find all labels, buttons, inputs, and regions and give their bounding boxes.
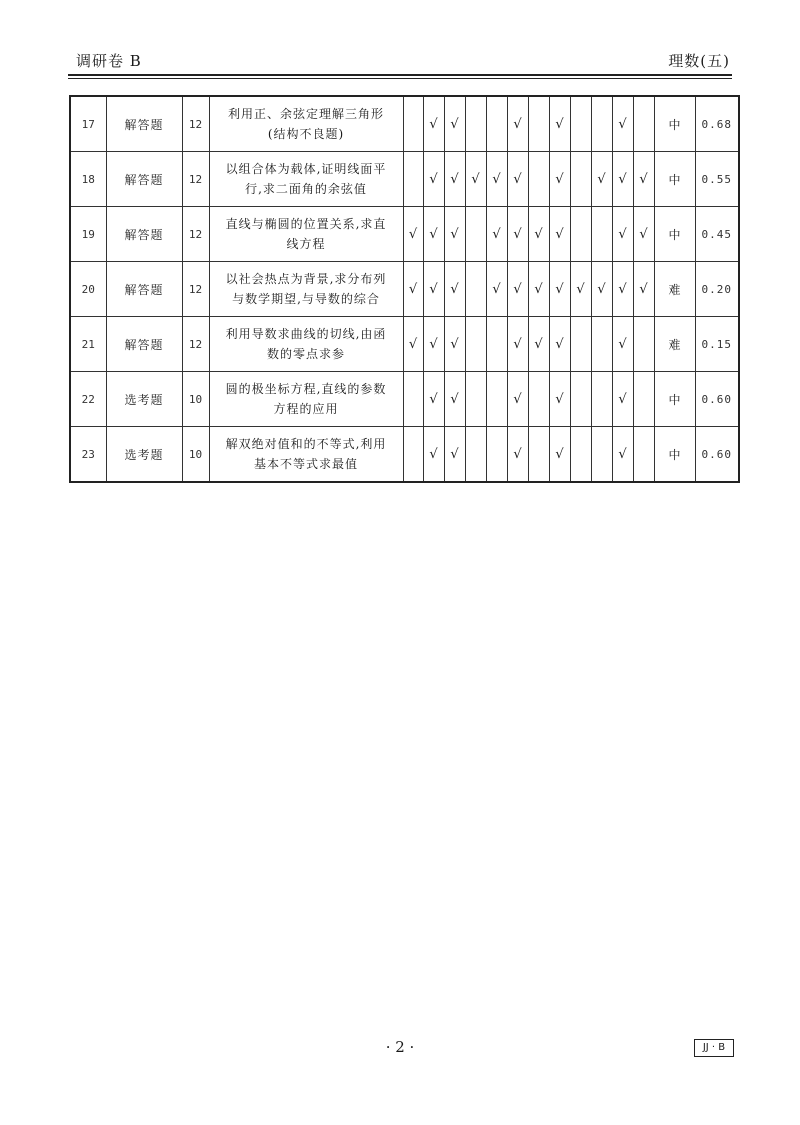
check-mark-cell: √ (507, 427, 528, 483)
check-mark-cell (528, 96, 549, 152)
check-mark-cell: √ (444, 262, 465, 317)
check-mark-cell: √ (444, 427, 465, 483)
check-mark-cell: √ (507, 262, 528, 317)
table-row (70, 317, 739, 372)
difficulty-level-cell: 难 (654, 262, 695, 317)
difficulty-ratio-cell: 0.60 (695, 427, 739, 483)
check-mark-cell: √ (403, 207, 423, 262)
check-mark-cell: √ (549, 317, 570, 372)
check-mark-cell (486, 372, 507, 427)
check-mark-cell: √ (507, 207, 528, 262)
question-type-cell: 选考题 (106, 372, 182, 427)
check-mark-cell: √ (528, 207, 549, 262)
table-body (70, 96, 739, 482)
difficulty-level-cell: 中 (654, 372, 695, 427)
check-mark-cell (570, 317, 591, 372)
check-mark-cell: √ (486, 152, 507, 207)
question-number-cell: 18 (70, 152, 106, 207)
check-mark-cell: √ (549, 96, 570, 152)
check-mark-cell (591, 427, 612, 483)
score-cell: 12 (182, 262, 209, 317)
check-mark-cell: √ (591, 152, 612, 207)
check-mark-cell: √ (423, 96, 444, 152)
check-mark-cell: √ (403, 262, 423, 317)
check-mark-cell (633, 96, 654, 152)
description-line: 线方程 (286, 237, 326, 251)
difficulty-ratio-cell: 0.55 (695, 152, 739, 207)
header-rule-thin (68, 78, 732, 79)
difficulty-level-cell: 难 (654, 317, 695, 372)
description-line: 数的零点求参 (266, 347, 345, 361)
difficulty-level-cell: 中 (654, 427, 695, 483)
check-mark-cell (528, 427, 549, 483)
edition-code: JJ · B (694, 1039, 734, 1057)
table-row (70, 372, 739, 427)
score-cell: 12 (182, 152, 209, 207)
difficulty-level-cell: 中 (654, 152, 695, 207)
question-type-cell: 解答题 (106, 317, 182, 372)
check-mark-cell (570, 152, 591, 207)
check-mark-cell: √ (612, 372, 633, 427)
score-cell: 12 (182, 96, 209, 152)
question-number-cell: 22 (70, 372, 106, 427)
question-number-cell: 20 (70, 262, 106, 317)
check-mark-cell (633, 372, 654, 427)
description-line: 基本不等式求最值 (253, 457, 358, 471)
question-type-cell: 解答题 (106, 262, 182, 317)
check-mark-cell: √ (612, 427, 633, 483)
check-mark-cell: √ (549, 427, 570, 483)
table-row (70, 152, 739, 207)
check-mark-cell (570, 372, 591, 427)
check-mark-cell (403, 427, 423, 483)
check-mark-cell (486, 317, 507, 372)
check-mark-cell: √ (612, 317, 633, 372)
check-mark-cell (591, 207, 612, 262)
check-mark-cell: √ (423, 207, 444, 262)
check-mark-cell (486, 427, 507, 483)
check-mark-cell: √ (633, 262, 654, 317)
question-number-cell: 21 (70, 317, 106, 372)
score-cell: 10 (182, 427, 209, 483)
check-mark-cell: √ (444, 152, 465, 207)
check-mark-cell: √ (444, 96, 465, 152)
table-row (70, 262, 739, 317)
description-cell (209, 262, 403, 317)
check-mark-cell: √ (591, 262, 612, 317)
table-row (70, 96, 739, 152)
check-mark-cell (403, 152, 423, 207)
check-mark-cell: √ (486, 207, 507, 262)
check-mark-cell (591, 372, 612, 427)
table-row (70, 427, 739, 483)
check-mark-cell (591, 317, 612, 372)
check-mark-cell: √ (570, 262, 591, 317)
question-type-cell: 解答题 (106, 207, 182, 262)
check-mark-cell (486, 96, 507, 152)
check-mark-cell: √ (465, 152, 486, 207)
description-line: 方程的应用 (273, 402, 339, 416)
check-mark-cell: √ (612, 96, 633, 152)
check-mark-cell: √ (549, 262, 570, 317)
question-type-cell: 解答题 (106, 152, 182, 207)
check-mark-cell: √ (528, 262, 549, 317)
description-line: (结构不良题) (267, 127, 345, 141)
check-mark-cell: √ (612, 152, 633, 207)
check-mark-cell: √ (528, 317, 549, 372)
check-mark-cell (570, 207, 591, 262)
question-type-cell: 选考题 (106, 427, 182, 483)
check-mark-cell: √ (549, 372, 570, 427)
check-mark-cell (570, 96, 591, 152)
description-cell (209, 372, 403, 427)
check-mark-cell: √ (423, 317, 444, 372)
check-mark-cell: √ (612, 207, 633, 262)
check-mark-cell (465, 96, 486, 152)
description-cell (209, 427, 403, 483)
description-cell (209, 152, 403, 207)
check-mark-cell (465, 372, 486, 427)
check-mark-cell: √ (549, 152, 570, 207)
question-type-cell: 解答题 (106, 96, 182, 152)
check-mark-cell: √ (507, 152, 528, 207)
check-mark-cell: √ (507, 317, 528, 372)
difficulty-level-cell: 中 (654, 96, 695, 152)
check-mark-cell: √ (403, 317, 423, 372)
page-number: · 2 · (385, 1038, 415, 1056)
description-line: 以社会热点为背景,求分布列 (225, 272, 387, 286)
score-cell: 10 (182, 372, 209, 427)
check-mark-cell (403, 96, 423, 152)
check-mark-cell: √ (612, 262, 633, 317)
description-cell (209, 317, 403, 372)
check-mark-cell: √ (444, 207, 465, 262)
check-mark-cell: √ (423, 372, 444, 427)
check-mark-cell: √ (507, 372, 528, 427)
description-line: 行,求二面角的余弦值 (245, 182, 367, 196)
header-right-title: 理数(五) (668, 52, 730, 70)
question-number-cell: 19 (70, 207, 106, 262)
check-mark-cell: √ (633, 207, 654, 262)
check-mark-cell (570, 427, 591, 483)
description-cell (209, 96, 403, 152)
description-line: 与数学期望,与导数的综合 (232, 292, 380, 306)
header-rule-thick (68, 74, 732, 76)
check-mark-cell: √ (486, 262, 507, 317)
difficulty-ratio-cell: 0.45 (695, 207, 739, 262)
check-mark-cell (528, 372, 549, 427)
check-mark-cell (465, 427, 486, 483)
check-mark-cell: √ (507, 96, 528, 152)
check-mark-cell (528, 152, 549, 207)
description-line: 解双绝对值和的不等式,利用 (225, 437, 387, 451)
description-line: 利用正、余弦定理解三角形 (227, 107, 384, 121)
check-mark-cell (403, 372, 423, 427)
check-mark-cell: √ (444, 372, 465, 427)
question-number-cell: 23 (70, 427, 106, 483)
description-line: 圆的极坐标方程,直线的参数 (225, 382, 387, 396)
check-mark-cell: √ (549, 207, 570, 262)
difficulty-ratio-cell: 0.68 (695, 96, 739, 152)
description-line: 以组合体为载体,证明线面平 (225, 162, 387, 176)
score-cell: 12 (182, 207, 209, 262)
check-mark-cell (591, 96, 612, 152)
difficulty-ratio-cell: 0.60 (695, 372, 739, 427)
check-mark-cell: √ (423, 427, 444, 483)
question-number-cell: 17 (70, 96, 106, 152)
description-cell (209, 207, 403, 262)
check-mark-cell (465, 317, 486, 372)
check-mark-cell (465, 262, 486, 317)
description-line: 直线与椭圆的位置关系,求直 (225, 217, 387, 231)
check-mark-cell: √ (444, 317, 465, 372)
check-mark-cell (465, 207, 486, 262)
description-line: 利用导数求曲线的切线,由函 (225, 327, 387, 341)
check-mark-cell: √ (423, 152, 444, 207)
check-mark-cell (633, 317, 654, 372)
difficulty-ratio-cell: 0.20 (695, 262, 739, 317)
header-left-title: 调研卷 B (76, 52, 142, 70)
table-row (70, 207, 739, 262)
difficulty-ratio-cell: 0.15 (695, 317, 739, 372)
difficulty-level-cell: 中 (654, 207, 695, 262)
check-mark-cell (633, 427, 654, 483)
check-mark-cell: √ (423, 262, 444, 317)
analysis-table (69, 95, 740, 483)
score-cell: 12 (182, 317, 209, 372)
check-mark-cell: √ (633, 152, 654, 207)
